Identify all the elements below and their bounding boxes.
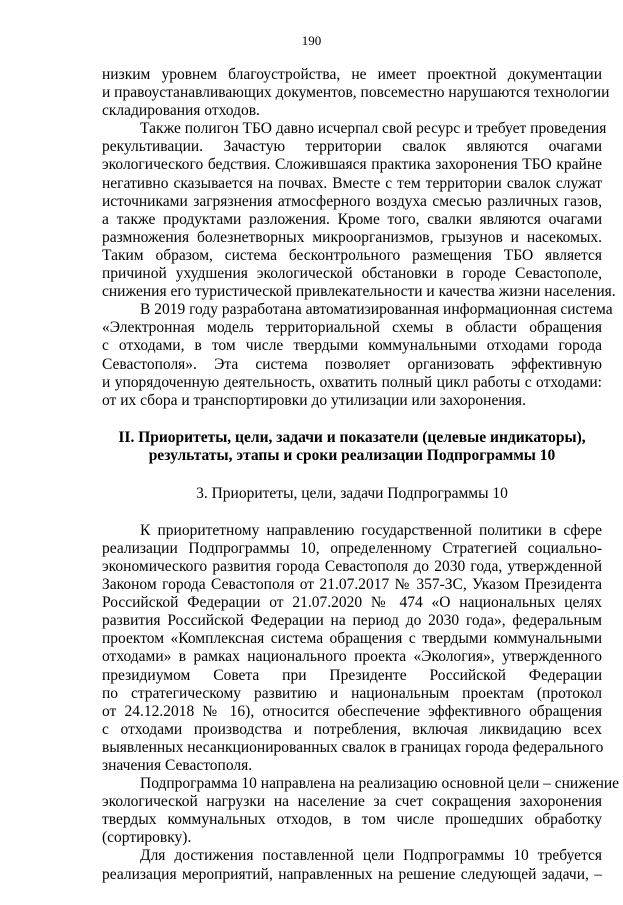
paragraph-priority-direction: [102, 522, 602, 775]
heading-line: результаты, этапы и сроки реализации Подпрограммы 10: [148, 447, 556, 465]
page-content: [102, 66, 620, 884]
text-line: Российской Федерации от 21.07.2020 № 474 «О национальных целях: [102, 594, 602, 612]
text-line: Также полигон ТБО давно исчерпал свой ресурс и требует проведения: [140, 120, 607, 138]
text-line: экономического развития города Севастополя до 2030 года, утвержденной: [102, 557, 602, 575]
text-line: негативно сказывается на почвах. Вместе с тем территории свалок служат: [102, 174, 602, 192]
text-line: значения Севастополя.: [102, 757, 253, 774]
subsection-heading: 3. Приоритеты, цели, задачи Подпрограммы 10: [196, 484, 508, 502]
text-line: выявленных несанкционированных свалок в границах города федерального: [102, 738, 604, 756]
spacer: [102, 503, 602, 522]
text-line: твердых коммунальных отходов, в том числе прошедших обработку: [102, 811, 602, 829]
text-line: складирования отходов.: [102, 102, 260, 120]
text-line: экологического бедствия. Сложившаяся практика захоронения ТБО крайне: [102, 156, 602, 174]
paragraph-information-system: [102, 301, 613, 410]
text-line: Подпрограмма 10 направлена на реализацию основной цели – снижение: [140, 775, 620, 793]
paragraph-continuation: [102, 66, 610, 120]
text-line: Законом города Севастополя от 21.07.2017 № 357-ЗС, Указом Президента: [102, 576, 602, 594]
text-line: Таким образом, система бесконтрольного размещения ТБО является: [102, 246, 602, 264]
text-line: источниками загрязнения атмосферного воздуха смесью различных газов,: [102, 192, 602, 210]
paragraph-landfill: [102, 120, 616, 301]
text-line: реализации Подпрограммы 10, определенному Стратегией социально-: [102, 539, 602, 557]
text-line: с отходами производства и потребления, включая ликвидацию всех: [102, 720, 602, 738]
section-heading: [102, 429, 602, 466]
text-line: президиумом Совета при Президенте Российской Федерации: [102, 666, 602, 684]
text-line: В 2019 году разработана автоматизированная информационная система: [140, 301, 613, 319]
text-line: с отходами, в том числе твердыми коммунальными отходами города: [102, 337, 602, 355]
text-line: по стратегическому развитию и национальным проектам (протокол: [102, 684, 602, 702]
page-number: 190: [301, 33, 322, 48]
text-line: размножения болезнетворных микроорганизмов, грызунов и насекомых.: [102, 228, 602, 246]
heading-line: II. Приоритеты, цели, задачи и показатели (целевые индикаторы),: [118, 428, 586, 446]
text-line: и правоустанавливающих документов, повсеместно нарушаются технологии: [102, 84, 610, 102]
text-line: и упорядоченную деятельность, охватить полный цикл работы с отходами:: [102, 373, 602, 391]
text-line: экологической нагрузки на население за счет сокращения захоронения: [102, 793, 602, 811]
text-line: отходами» в рамках национального проекта «Экология», утвержденного: [102, 648, 602, 666]
paragraph-main-goal: [102, 775, 620, 847]
text-line: а также продуктами разложения. Кроме того, свалки являются очагами: [102, 210, 602, 228]
text-line: (сортировку).: [102, 829, 192, 847]
text-line: рекультивации. Зачастую территории свалок являются очагами: [102, 138, 602, 156]
text-line: Для достижения поставленной цели Подпрограммы 10 требуется: [140, 847, 602, 865]
text-line: развития Российской Федерации на период до 2030 года», федеральным: [102, 612, 602, 630]
text-line: от 24.12.2018 № 16), относится обеспечение эффективного обращения: [102, 702, 602, 720]
text-line: проектом «Комплексная система обращения с твердыми коммунальными: [102, 630, 602, 648]
text-line: от их сбора и транспортировки до утилизации или захоронения.: [102, 391, 526, 409]
text-line: причиной ухудшения экологической обстановки в городе Севастополе,: [102, 265, 602, 283]
paragraph-task: [102, 847, 602, 883]
text-line: «Электронная модель территориальной схемы в области обращения: [102, 319, 602, 337]
text-line: низким уровнем благоустройства, не имеет проектной документации: [102, 66, 602, 83]
text-line: снижения его туристической привлекательности и качества жизни населения.: [102, 283, 616, 301]
text-line: реализация мероприятий, направленных на решение следующей задачи, –: [102, 865, 602, 883]
text-line: К приоритетному направлению государственной политики в сфере: [140, 521, 602, 539]
text-line: Севастополя». Эта система позволяет организовать эффективную: [102, 355, 602, 373]
